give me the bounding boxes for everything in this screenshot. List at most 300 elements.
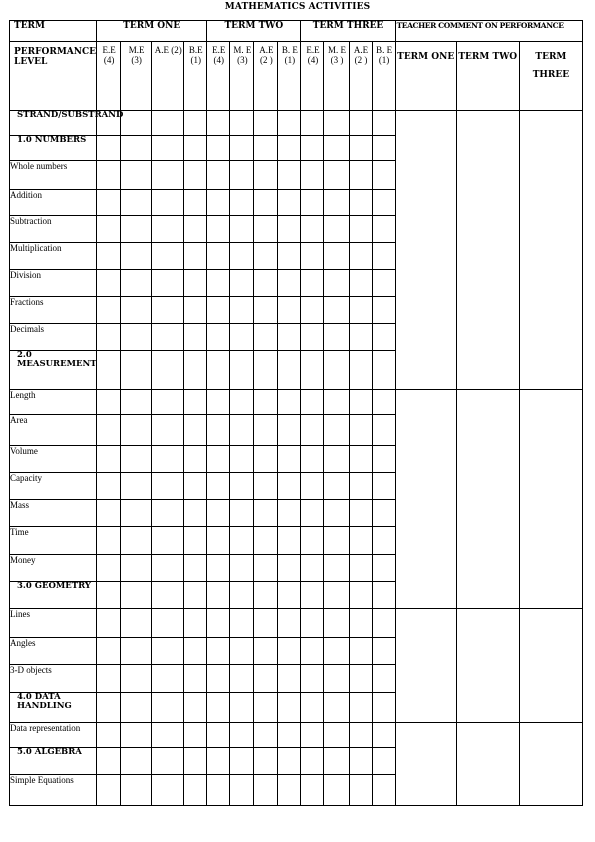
score-cell[interactable]: [230, 527, 254, 555]
score-cell[interactable]: [152, 136, 184, 161]
score-cell[interactable]: [301, 324, 324, 351]
comment-cell-term-two[interactable]: [456, 609, 519, 723]
score-cell[interactable]: [254, 161, 278, 190]
score-cell[interactable]: [372, 243, 395, 270]
score-cell[interactable]: [372, 136, 395, 161]
score-cell[interactable]: [349, 111, 372, 136]
score-cell[interactable]: [254, 500, 278, 527]
score-cell[interactable]: [301, 723, 324, 748]
score-cell[interactable]: [207, 297, 230, 324]
score-cell[interactable]: [121, 775, 152, 806]
score-cell[interactable]: [372, 216, 395, 243]
comment-cell-term-two[interactable]: [456, 111, 519, 390]
score-cell[interactable]: [184, 161, 207, 190]
score-cell[interactable]: [301, 161, 324, 190]
score-cell[interactable]: [372, 555, 395, 582]
score-cell[interactable]: [97, 324, 121, 351]
score-cell[interactable]: [349, 527, 372, 555]
score-cell[interactable]: [372, 473, 395, 500]
score-cell[interactable]: [97, 161, 121, 190]
comment-cell-term-three[interactable]: [519, 111, 582, 390]
comment-cell-term-one[interactable]: [395, 111, 456, 390]
score-cell[interactable]: [207, 693, 230, 723]
score-cell[interactable]: [372, 297, 395, 324]
score-cell[interactable]: [349, 693, 372, 723]
score-cell[interactable]: [152, 609, 184, 638]
score-cell[interactable]: [349, 161, 372, 190]
score-cell[interactable]: [184, 748, 207, 775]
score-cell[interactable]: [349, 415, 372, 446]
score-cell[interactable]: [278, 638, 301, 665]
score-cell[interactable]: [230, 415, 254, 446]
score-cell[interactable]: [324, 390, 349, 415]
score-cell[interactable]: [372, 446, 395, 473]
score-cell[interactable]: [152, 243, 184, 270]
score-cell[interactable]: [324, 775, 349, 806]
score-cell[interactable]: [152, 500, 184, 527]
score-cell[interactable]: [278, 446, 301, 473]
comment-cell-term-one[interactable]: [395, 609, 456, 723]
score-cell[interactable]: [278, 243, 301, 270]
score-cell[interactable]: [184, 415, 207, 446]
score-cell[interactable]: [372, 775, 395, 806]
score-cell[interactable]: [97, 555, 121, 582]
score-cell[interactable]: [254, 270, 278, 297]
score-cell[interactable]: [152, 111, 184, 136]
score-cell[interactable]: [152, 297, 184, 324]
score-cell[interactable]: [207, 161, 230, 190]
score-cell[interactable]: [278, 609, 301, 638]
score-cell[interactable]: [349, 136, 372, 161]
score-cell[interactable]: [230, 297, 254, 324]
score-cell[interactable]: [207, 243, 230, 270]
score-cell[interactable]: [324, 324, 349, 351]
score-cell[interactable]: [121, 723, 152, 748]
score-cell[interactable]: [278, 665, 301, 693]
score-cell[interactable]: [121, 582, 152, 609]
score-cell[interactable]: [349, 582, 372, 609]
score-cell[interactable]: [278, 723, 301, 748]
score-cell[interactable]: [254, 324, 278, 351]
score-cell[interactable]: [301, 527, 324, 555]
score-cell[interactable]: [349, 638, 372, 665]
score-cell[interactable]: [207, 582, 230, 609]
score-cell[interactable]: [372, 527, 395, 555]
score-cell[interactable]: [278, 527, 301, 555]
score-cell[interactable]: [230, 390, 254, 415]
score-cell[interactable]: [254, 723, 278, 748]
score-cell[interactable]: [97, 415, 121, 446]
score-cell[interactable]: [372, 665, 395, 693]
score-cell[interactable]: [278, 582, 301, 609]
score-cell[interactable]: [324, 609, 349, 638]
score-cell[interactable]: [278, 216, 301, 243]
score-cell[interactable]: [152, 748, 184, 775]
score-cell[interactable]: [121, 243, 152, 270]
score-cell[interactable]: [121, 638, 152, 665]
score-cell[interactable]: [254, 555, 278, 582]
score-cell[interactable]: [324, 190, 349, 216]
score-cell[interactable]: [184, 665, 207, 693]
score-cell[interactable]: [230, 555, 254, 582]
score-cell[interactable]: [97, 775, 121, 806]
score-cell[interactable]: [278, 351, 301, 390]
score-cell[interactable]: [349, 500, 372, 527]
score-cell[interactable]: [207, 723, 230, 748]
score-cell[interactable]: [152, 270, 184, 297]
score-cell[interactable]: [324, 748, 349, 775]
score-cell[interactable]: [324, 665, 349, 693]
score-cell[interactable]: [184, 609, 207, 638]
score-cell[interactable]: [278, 748, 301, 775]
score-cell[interactable]: [230, 582, 254, 609]
score-cell[interactable]: [349, 297, 372, 324]
score-cell[interactable]: [324, 446, 349, 473]
score-cell[interactable]: [152, 473, 184, 500]
score-cell[interactable]: [301, 297, 324, 324]
comment-cell-term-one[interactable]: [395, 390, 456, 609]
score-cell[interactable]: [97, 473, 121, 500]
score-cell[interactable]: [301, 415, 324, 446]
score-cell[interactable]: [230, 324, 254, 351]
score-cell[interactable]: [278, 775, 301, 806]
score-cell[interactable]: [230, 665, 254, 693]
score-cell[interactable]: [324, 136, 349, 161]
score-cell[interactable]: [207, 216, 230, 243]
score-cell[interactable]: [184, 390, 207, 415]
score-cell[interactable]: [372, 609, 395, 638]
comment-cell-term-three[interactable]: [519, 390, 582, 609]
score-cell[interactable]: [278, 693, 301, 723]
score-cell[interactable]: [97, 748, 121, 775]
score-cell[interactable]: [184, 775, 207, 806]
score-cell[interactable]: [230, 693, 254, 723]
score-cell[interactable]: [254, 243, 278, 270]
score-cell[interactable]: [254, 748, 278, 775]
score-cell[interactable]: [301, 216, 324, 243]
score-cell[interactable]: [301, 638, 324, 665]
score-cell[interactable]: [324, 216, 349, 243]
score-cell[interactable]: [349, 270, 372, 297]
score-cell[interactable]: [301, 582, 324, 609]
score-cell[interactable]: [184, 351, 207, 390]
score-cell[interactable]: [152, 446, 184, 473]
score-cell[interactable]: [254, 527, 278, 555]
score-cell[interactable]: [121, 216, 152, 243]
comment-cell-term-two[interactable]: [456, 723, 519, 806]
score-cell[interactable]: [301, 390, 324, 415]
score-cell[interactable]: [301, 555, 324, 582]
score-cell[interactable]: [372, 190, 395, 216]
score-cell[interactable]: [97, 270, 121, 297]
score-cell[interactable]: [278, 297, 301, 324]
score-cell[interactable]: [121, 473, 152, 500]
score-cell[interactable]: [121, 665, 152, 693]
score-cell[interactable]: [230, 136, 254, 161]
score-cell[interactable]: [207, 665, 230, 693]
score-cell[interactable]: [372, 324, 395, 351]
score-cell[interactable]: [152, 161, 184, 190]
score-cell[interactable]: [301, 693, 324, 723]
score-cell[interactable]: [121, 446, 152, 473]
score-cell[interactable]: [97, 582, 121, 609]
score-cell[interactable]: [207, 351, 230, 390]
score-cell[interactable]: [97, 216, 121, 243]
score-cell[interactable]: [230, 638, 254, 665]
score-cell[interactable]: [184, 111, 207, 136]
score-cell[interactable]: [184, 723, 207, 748]
score-cell[interactable]: [349, 243, 372, 270]
score-cell[interactable]: [349, 216, 372, 243]
score-cell[interactable]: [121, 555, 152, 582]
score-cell[interactable]: [301, 136, 324, 161]
score-cell[interactable]: [278, 136, 301, 161]
score-cell[interactable]: [301, 775, 324, 806]
score-cell[interactable]: [230, 723, 254, 748]
score-cell[interactable]: [372, 582, 395, 609]
score-cell[interactable]: [97, 390, 121, 415]
score-cell[interactable]: [278, 190, 301, 216]
score-cell[interactable]: [254, 390, 278, 415]
score-cell[interactable]: [349, 665, 372, 693]
score-cell[interactable]: [152, 390, 184, 415]
score-cell[interactable]: [278, 555, 301, 582]
comment-cell-term-two[interactable]: [456, 390, 519, 609]
score-cell[interactable]: [349, 748, 372, 775]
score-cell[interactable]: [121, 297, 152, 324]
score-cell[interactable]: [301, 665, 324, 693]
score-cell[interactable]: [121, 190, 152, 216]
score-cell[interactable]: [184, 446, 207, 473]
score-cell[interactable]: [207, 415, 230, 446]
score-cell[interactable]: [278, 270, 301, 297]
score-cell[interactable]: [278, 390, 301, 415]
score-cell[interactable]: [254, 638, 278, 665]
score-cell[interactable]: [152, 638, 184, 665]
score-cell[interactable]: [278, 473, 301, 500]
score-cell[interactable]: [254, 190, 278, 216]
score-cell[interactable]: [254, 582, 278, 609]
score-cell[interactable]: [254, 111, 278, 136]
score-cell[interactable]: [324, 111, 349, 136]
score-cell[interactable]: [254, 693, 278, 723]
score-cell[interactable]: [301, 748, 324, 775]
score-cell[interactable]: [121, 609, 152, 638]
score-cell[interactable]: [301, 111, 324, 136]
score-cell[interactable]: [97, 665, 121, 693]
score-cell[interactable]: [121, 351, 152, 390]
score-cell[interactable]: [152, 190, 184, 216]
score-cell[interactable]: [152, 415, 184, 446]
score-cell[interactable]: [301, 500, 324, 527]
score-cell[interactable]: [207, 136, 230, 161]
score-cell[interactable]: [207, 270, 230, 297]
score-cell[interactable]: [324, 638, 349, 665]
score-cell[interactable]: [230, 351, 254, 390]
score-cell[interactable]: [230, 748, 254, 775]
score-cell[interactable]: [230, 216, 254, 243]
score-cell[interactable]: [372, 351, 395, 390]
score-cell[interactable]: [207, 555, 230, 582]
score-cell[interactable]: [324, 500, 349, 527]
score-cell[interactable]: [349, 555, 372, 582]
score-cell[interactable]: [207, 473, 230, 500]
score-cell[interactable]: [152, 775, 184, 806]
score-cell[interactable]: [324, 161, 349, 190]
score-cell[interactable]: [97, 190, 121, 216]
score-cell[interactable]: [184, 297, 207, 324]
score-cell[interactable]: [254, 775, 278, 806]
score-cell[interactable]: [349, 324, 372, 351]
score-cell[interactable]: [184, 473, 207, 500]
score-cell[interactable]: [278, 324, 301, 351]
score-cell[interactable]: [349, 446, 372, 473]
score-cell[interactable]: [152, 555, 184, 582]
score-cell[interactable]: [301, 243, 324, 270]
score-cell[interactable]: [254, 415, 278, 446]
score-cell[interactable]: [324, 723, 349, 748]
score-cell[interactable]: [349, 190, 372, 216]
score-cell[interactable]: [230, 190, 254, 216]
score-cell[interactable]: [97, 446, 121, 473]
score-cell[interactable]: [278, 161, 301, 190]
score-cell[interactable]: [372, 723, 395, 748]
score-cell[interactable]: [372, 748, 395, 775]
score-cell[interactable]: [121, 324, 152, 351]
score-cell[interactable]: [324, 297, 349, 324]
score-cell[interactable]: [324, 351, 349, 390]
score-cell[interactable]: [254, 665, 278, 693]
score-cell[interactable]: [97, 638, 121, 665]
score-cell[interactable]: [301, 351, 324, 390]
score-cell[interactable]: [207, 638, 230, 665]
score-cell[interactable]: [254, 136, 278, 161]
score-cell[interactable]: [184, 527, 207, 555]
score-cell[interactable]: [184, 324, 207, 351]
score-cell[interactable]: [97, 693, 121, 723]
score-cell[interactable]: [372, 390, 395, 415]
score-cell[interactable]: [230, 609, 254, 638]
score-cell[interactable]: [152, 723, 184, 748]
score-cell[interactable]: [207, 775, 230, 806]
score-cell[interactable]: [372, 111, 395, 136]
score-cell[interactable]: [97, 609, 121, 638]
score-cell[interactable]: [372, 693, 395, 723]
score-cell[interactable]: [207, 390, 230, 415]
score-cell[interactable]: [184, 638, 207, 665]
score-cell[interactable]: [349, 723, 372, 748]
score-cell[interactable]: [97, 500, 121, 527]
score-cell[interactable]: [184, 582, 207, 609]
score-cell[interactable]: [207, 190, 230, 216]
comment-cell-term-one[interactable]: [395, 723, 456, 806]
score-cell[interactable]: [121, 270, 152, 297]
score-cell[interactable]: [184, 136, 207, 161]
score-cell[interactable]: [349, 351, 372, 390]
score-cell[interactable]: [184, 693, 207, 723]
score-cell[interactable]: [152, 351, 184, 390]
score-cell[interactable]: [301, 446, 324, 473]
score-cell[interactable]: [121, 527, 152, 555]
score-cell[interactable]: [372, 161, 395, 190]
score-cell[interactable]: [97, 243, 121, 270]
score-cell[interactable]: [121, 415, 152, 446]
score-cell[interactable]: [254, 297, 278, 324]
score-cell[interactable]: [121, 390, 152, 415]
score-cell[interactable]: [230, 161, 254, 190]
score-cell[interactable]: [349, 609, 372, 638]
score-cell[interactable]: [301, 473, 324, 500]
score-cell[interactable]: [152, 582, 184, 609]
score-cell[interactable]: [207, 527, 230, 555]
score-cell[interactable]: [207, 500, 230, 527]
score-cell[interactable]: [324, 582, 349, 609]
score-cell[interactable]: [324, 693, 349, 723]
score-cell[interactable]: [324, 527, 349, 555]
score-cell[interactable]: [97, 297, 121, 324]
score-cell[interactable]: [324, 270, 349, 297]
score-cell[interactable]: [349, 775, 372, 806]
score-cell[interactable]: [230, 270, 254, 297]
score-cell[interactable]: [97, 723, 121, 748]
score-cell[interactable]: [207, 748, 230, 775]
score-cell[interactable]: [372, 415, 395, 446]
score-cell[interactable]: [301, 270, 324, 297]
score-cell[interactable]: [254, 216, 278, 243]
score-cell[interactable]: [324, 555, 349, 582]
score-cell[interactable]: [301, 609, 324, 638]
score-cell[interactable]: [184, 500, 207, 527]
score-cell[interactable]: [301, 190, 324, 216]
score-cell[interactable]: [207, 111, 230, 136]
score-cell[interactable]: [184, 555, 207, 582]
score-cell[interactable]: [278, 415, 301, 446]
score-cell[interactable]: [121, 693, 152, 723]
score-cell[interactable]: [184, 216, 207, 243]
score-cell[interactable]: [254, 609, 278, 638]
comment-cell-term-three[interactable]: [519, 723, 582, 806]
score-cell[interactable]: [349, 390, 372, 415]
score-cell[interactable]: [230, 446, 254, 473]
score-cell[interactable]: [230, 775, 254, 806]
score-cell[interactable]: [278, 111, 301, 136]
score-cell[interactable]: [152, 216, 184, 243]
score-cell[interactable]: [184, 190, 207, 216]
score-cell[interactable]: [230, 111, 254, 136]
comment-cell-term-three[interactable]: [519, 609, 582, 723]
score-cell[interactable]: [152, 665, 184, 693]
score-cell[interactable]: [97, 527, 121, 555]
score-cell[interactable]: [230, 473, 254, 500]
score-cell[interactable]: [254, 351, 278, 390]
score-cell[interactable]: [121, 111, 152, 136]
score-cell[interactable]: [254, 473, 278, 500]
score-cell[interactable]: [278, 500, 301, 527]
score-cell[interactable]: [254, 446, 278, 473]
score-cell[interactable]: [152, 324, 184, 351]
score-cell[interactable]: [372, 270, 395, 297]
score-cell[interactable]: [121, 161, 152, 190]
score-cell[interactable]: [372, 638, 395, 665]
score-cell[interactable]: [184, 270, 207, 297]
score-cell[interactable]: [207, 324, 230, 351]
score-cell[interactable]: [349, 473, 372, 500]
score-cell[interactable]: [121, 748, 152, 775]
score-cell[interactable]: [207, 446, 230, 473]
score-cell[interactable]: [121, 136, 152, 161]
score-cell[interactable]: [230, 500, 254, 527]
score-cell[interactable]: [324, 243, 349, 270]
